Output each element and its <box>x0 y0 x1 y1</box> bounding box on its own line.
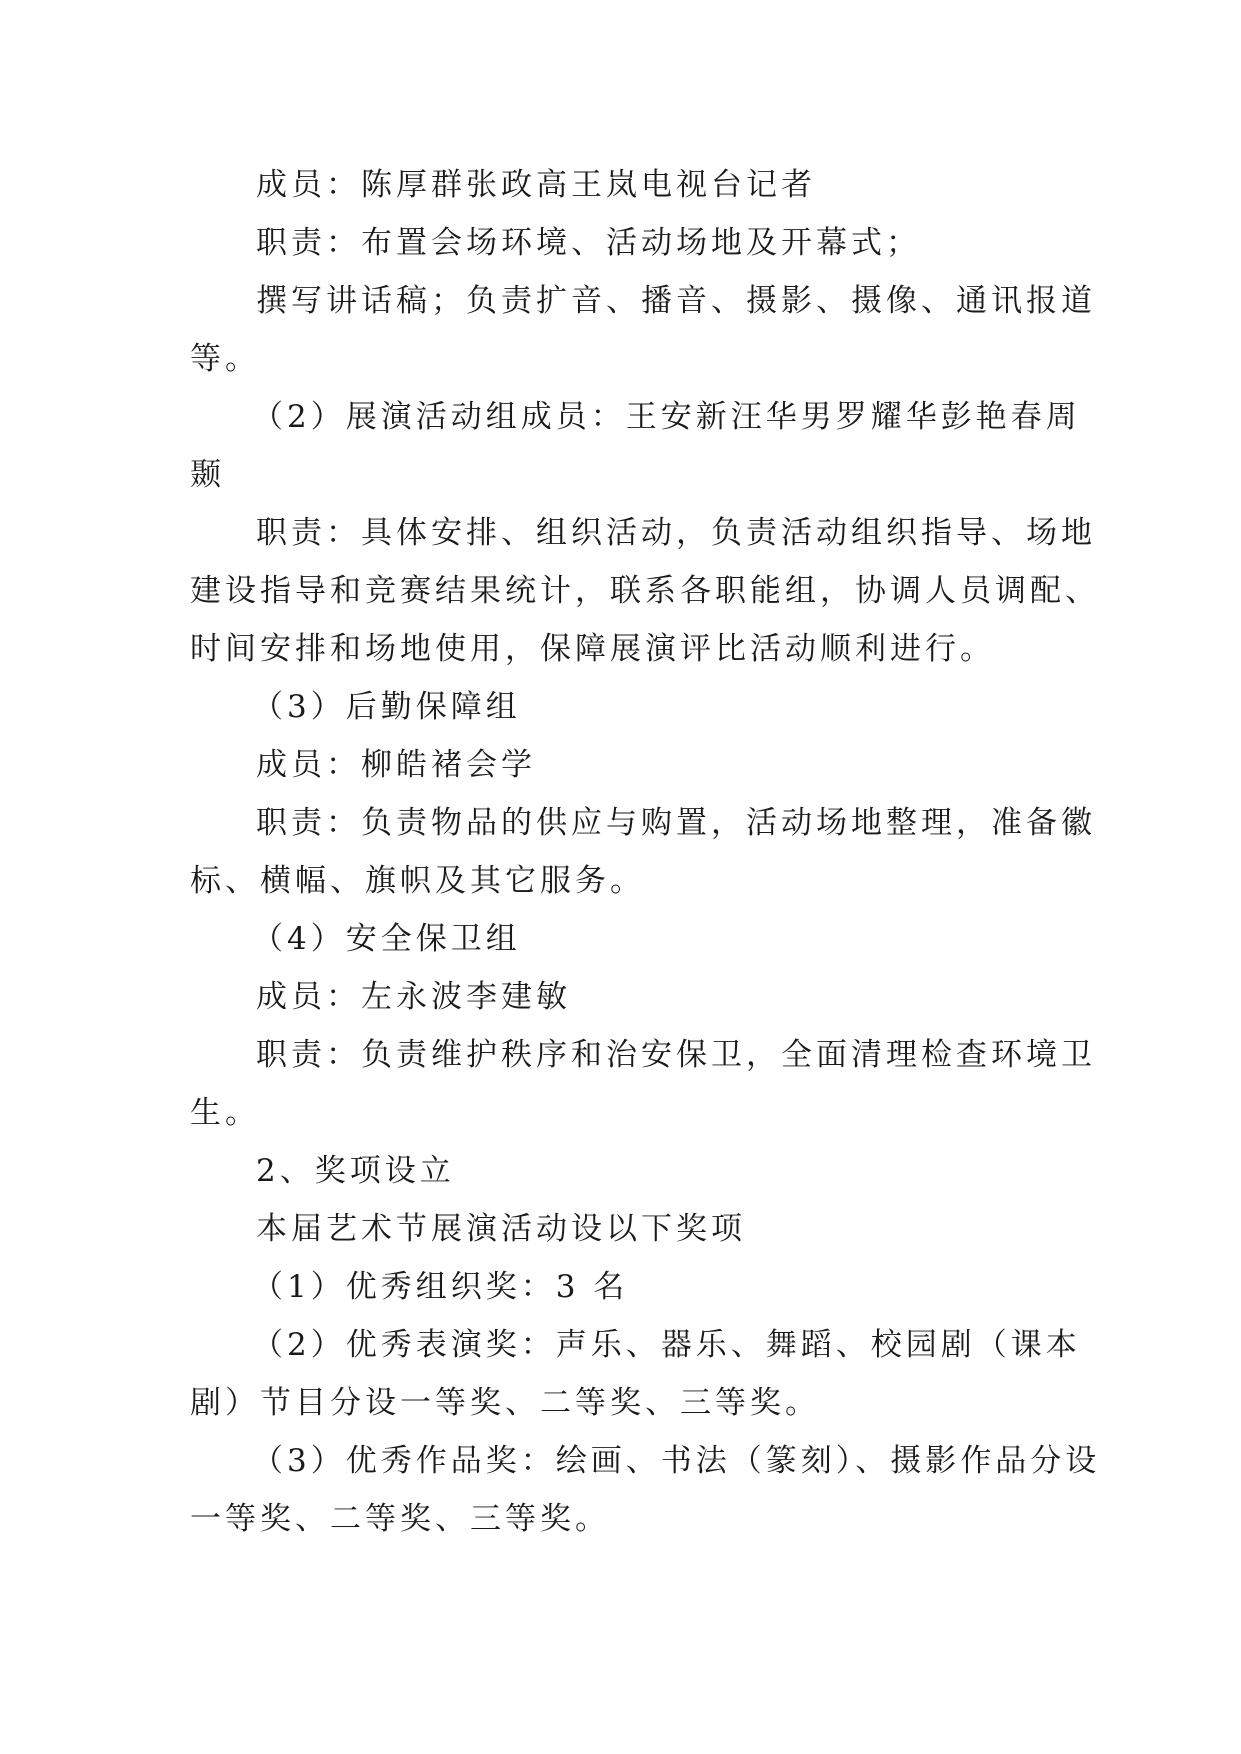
section-heading: 2、奖项设立 <box>256 1153 455 1189</box>
paragraph-line: 剧）节目分设一等奖、二等奖、三等奖。 <box>190 1385 820 1421</box>
paragraph-line: 时间安排和场地使用，保障展演评比活动顺利进行。 <box>190 631 995 667</box>
paragraph-line: （2）优秀表演奖：声乐、器乐、舞蹈、校园剧（课本 <box>252 1327 1081 1363</box>
paragraph-line: 颞 <box>190 457 225 493</box>
paragraph-line: （1）优秀组织奖：3 名 <box>252 1269 629 1305</box>
paragraph-line: 建设指导和竞赛结果统计，联系各职能组，协调人员调配、 <box>190 573 1100 609</box>
document-body <box>190 156 1101 1548</box>
paragraph-line: 本届艺术节展演活动设以下奖项 <box>256 1211 746 1247</box>
paragraph-line: 成员：陈厚群张政高王岚电视台记者 <box>256 167 816 203</box>
paragraph-line: 职责：负责物品的供应与购置，活动场地整理，准备徽 <box>256 805 1096 841</box>
paragraph-line: 职责：负责维护秩序和治安保卫，全面清理检查环境卫 <box>256 1037 1096 1073</box>
paragraph-line: 成员：柳皓褚会学 <box>256 747 536 783</box>
paragraph-line: 生。 <box>190 1095 260 1131</box>
paragraph-line: 职责：布置会场环境、活动场地及开幕式； <box>256 225 921 261</box>
paragraph-line: （3）优秀作品奖：绘画、书法（篆刻）、摄影作品分设 <box>252 1443 1101 1479</box>
paragraph-line: 等。 <box>190 341 260 377</box>
paragraph-line: 标、横幅、旗帜及其它服务。 <box>190 863 645 899</box>
paragraph-line: （2）展演活动组成员：王安新汪华男罗耀华彭艳春周 <box>252 399 1081 435</box>
paragraph-line: （3）后勤保障组 <box>252 689 521 725</box>
paragraph-line: 一等奖、二等奖、三等奖。 <box>190 1501 610 1537</box>
paragraph-line: 撰写讲话稿；负责扩音、播音、摄影、摄像、通讯报道 <box>256 283 1096 319</box>
paragraph-line: （4）安全保卫组 <box>252 921 521 957</box>
paragraph-line: 成员：左永波李建敏 <box>256 979 571 1015</box>
paragraph-line: 职责：具体安排、组织活动，负责活动组织指导、场地 <box>256 515 1096 551</box>
